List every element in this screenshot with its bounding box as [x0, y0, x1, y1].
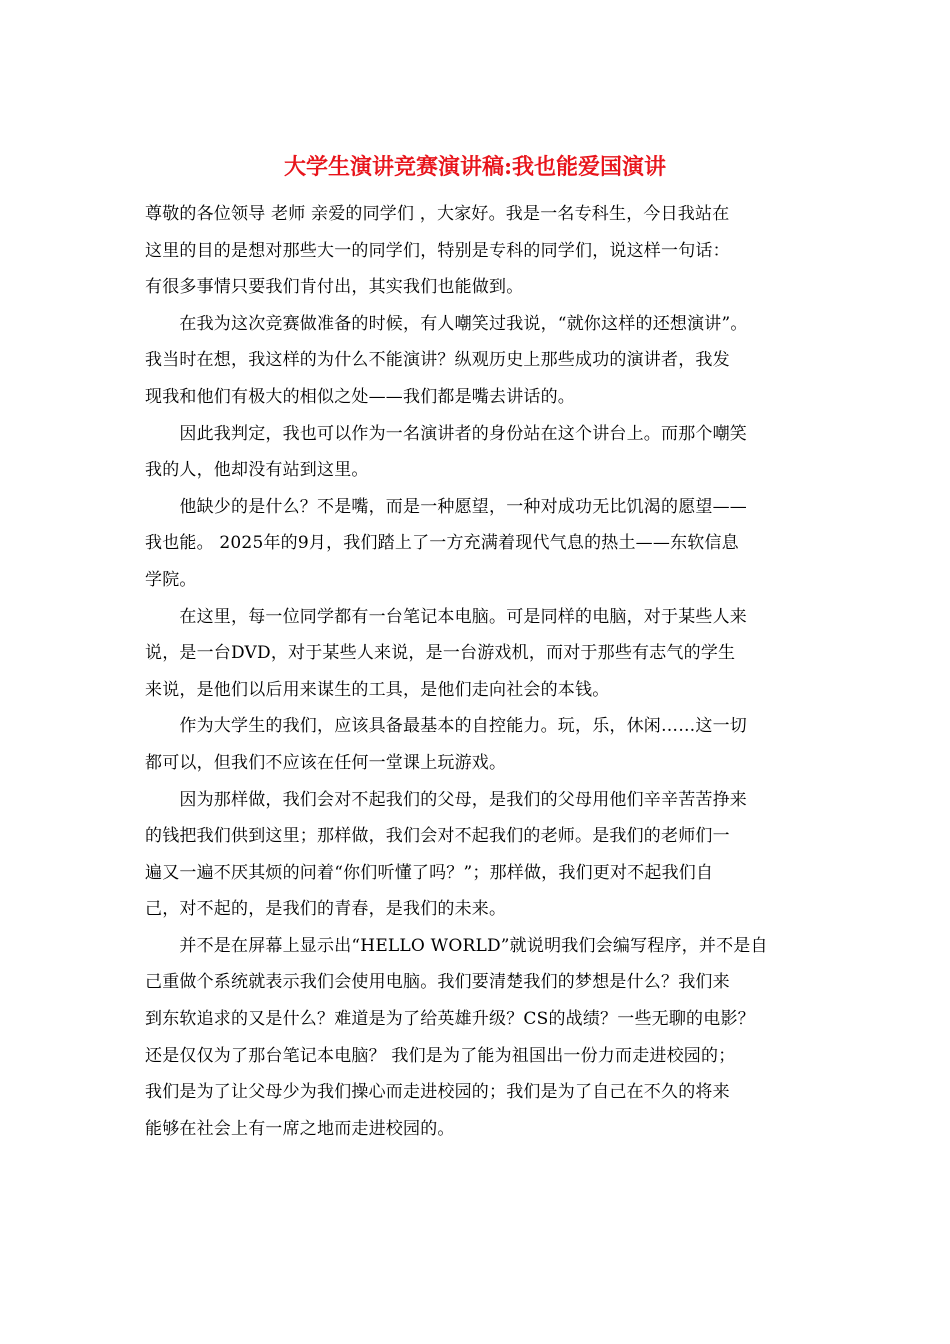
body-line: 我也能。 2025年的9月，我们踏上了一方充满着现代气息的热土——东软信息 [145, 533, 739, 554]
body-line: 己，对不起的，是我们的青春，是我们的未来。 [145, 899, 507, 920]
body-line: 我当时在想，我这样的为什么不能演讲？纵观历史上那些成功的演讲者，我发 [145, 350, 730, 371]
body-line: 作为大学生的我们，应该具备最基本的自控能力。玩，乐，休闲……这一切 [145, 716, 747, 737]
body-line: 我的人，他却没有站到这里。 [145, 460, 369, 481]
body-line: 这里的目的是想对那些大一的同学们，特别是专科的同学们，说这样一句话： [145, 240, 730, 261]
document-body [145, 196, 845, 1147]
body-line: 他缺少的是什么？不是嘴，而是一种愿望，一种对成功无比饥渴的愿望—— [145, 496, 747, 517]
body-line: 到东软追求的又是什么？难道是为了给英雄升级？CS的战绩？一些无聊的电影？ [145, 1009, 755, 1030]
body-line: 我们是为了让父母少为我们操心而走进校园的；我们是为了自己在不久的将来 [145, 1082, 730, 1103]
body-line: 因此我判定，我也可以作为一名演讲者的身份站在这个讲台上。而那个嘲笑 [145, 423, 747, 444]
body-line: 因为那样做，我们会对不起我们的父母，是我们的父母用他们辛辛苦苦挣来 [145, 789, 747, 810]
body-line: 尊敬的各位领导 老师 亲爱的同学们 ，大家好。我是一名专科生，今日我站在 [145, 204, 730, 224]
body-line: 有很多事情只要我们肯付出，其实我们也能做到。 [145, 277, 524, 298]
body-line: 来说，是他们以后用来谋生的工具，是他们走向社会的本钱。 [145, 679, 610, 700]
body-line: 说，是一台DVD，对于某些人来说，是一台游戏机，而对于那些有志气的学生 [145, 643, 736, 664]
body-line: 学院。 [145, 569, 197, 590]
body-line: 现我和他们有极大的相似之处——我们都是嘴去讲话的。 [145, 386, 575, 407]
body-line: 能够在社会上有一席之地而走进校园的。 [145, 1118, 455, 1139]
body-line: 遍又一遍不厌其烦的问着“你们听懂了吗？”；那样做，我们更对不起我们自 [145, 862, 714, 883]
body-line: 在我为这次竞赛做准备的时候，有人嘲笑过我说，“就你这样的还想演讲”。 [145, 313, 748, 334]
body-line: 己重做个系统就表示我们会使用电脑。我们要清楚我们的梦想是什么？我们来 [145, 972, 730, 993]
body-line: 并不是在屏幕上显示出“HELLO WORLD”就说明我们会编写程序，并不是自 [145, 935, 768, 956]
body-line: 在这里，每一位同学都有一台笔记本电脑。可是同样的电脑，对于某些人来 [145, 606, 747, 627]
document-title: 大学生演讲竞赛演讲稿:我也能爱国演讲 [283, 154, 667, 180]
body-line: 还是仅仅为了那台笔记本电脑？ 我们是为了能为祖国出一份力而走进校园的； [145, 1045, 736, 1066]
body-line: 都可以，但我们不应该在任何一堂课上玩游戏。 [145, 752, 507, 773]
body-line: 的钱把我们供到这里；那样做，我们会对不起我们的老师。是我们的老师们一 [145, 826, 730, 847]
